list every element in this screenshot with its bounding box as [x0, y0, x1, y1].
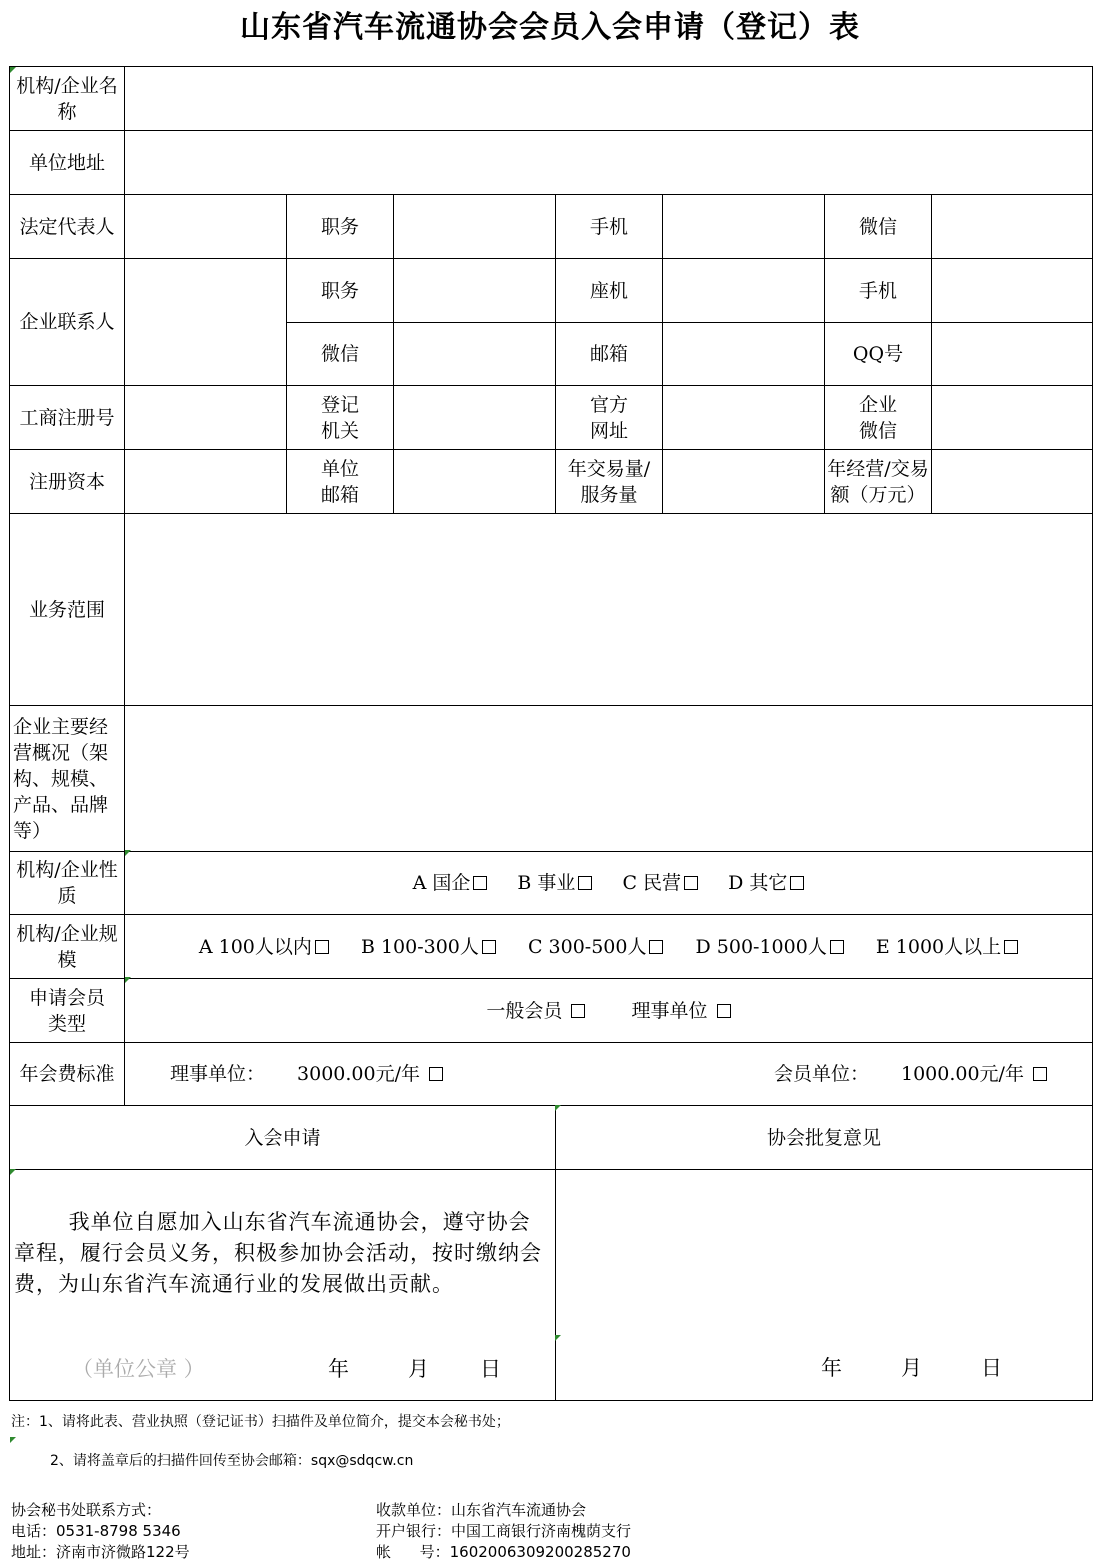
field-website[interactable]	[663, 386, 825, 450]
field-org-name[interactable]	[125, 67, 1093, 131]
contact-phone: 电话：0531-8798 5346	[11, 1522, 181, 1540]
field-scope[interactable]	[125, 514, 1093, 706]
scale-options	[125, 915, 1093, 979]
application-form-table	[9, 66, 1093, 1401]
application-sign-line	[10, 1356, 555, 1396]
checkbox-icon[interactable]	[473, 876, 487, 890]
contact-heading: 协会秘书处联系方式：	[11, 1501, 162, 1519]
field-unit-email[interactable]	[394, 450, 556, 514]
corner-marker-icon	[555, 1105, 561, 1111]
label-contact-mobile: 手机	[825, 259, 932, 323]
contact-address: 地址：济南市济微路122号	[11, 1543, 190, 1561]
approval-year: 年	[821, 1356, 842, 1380]
field-legal-rep-wechat[interactable]	[932, 195, 1093, 259]
note-1: 注：1、请将此表、营业执照（登记证书）扫描件及单位简介，提交本会秘书处；	[11, 1414, 510, 1430]
corner-marker-icon	[10, 1437, 16, 1443]
application-header: 入会申请	[10, 1106, 556, 1170]
field-overview[interactable]	[125, 706, 1093, 852]
corner-marker-icon	[10, 67, 16, 73]
application-year: 年	[328, 1357, 349, 1381]
member-option-general[interactable]: 一般会员	[486, 998, 585, 1024]
label-contact-wechat: 微信	[287, 323, 394, 386]
field-contact-mobile[interactable]	[932, 259, 1093, 323]
checkbox-icon[interactable]	[429, 1067, 443, 1081]
checkbox-icon[interactable]	[684, 876, 698, 890]
field-capital[interactable]	[125, 450, 287, 514]
checkbox-icon[interactable]	[578, 876, 592, 890]
label-overview: 企业主要经营概况（架构、规模、产品、品牌等）	[10, 706, 125, 852]
label-unit-email: 单位邮箱	[287, 450, 394, 514]
application-month: 月	[408, 1357, 429, 1381]
label-contact-landline: 座机	[556, 259, 663, 323]
label-website: 官方网址	[556, 386, 663, 450]
corner-marker-icon	[10, 1169, 16, 1175]
scale-option-d[interactable]: D 500-1000人	[696, 934, 844, 960]
note-2: 2、请将盖章后的扫描件回传至协会邮箱：sqx@sdqcw.cn	[50, 1453, 414, 1469]
checkbox-icon[interactable]	[482, 940, 496, 954]
corner-marker-icon	[125, 850, 131, 856]
field-reg-no[interactable]	[125, 386, 287, 450]
scale-option-b[interactable]: B 100-300人	[361, 934, 496, 960]
application-cell	[10, 1170, 556, 1401]
member-type-options	[125, 979, 1093, 1043]
field-contact-email[interactable]	[663, 323, 825, 386]
label-annual-revenue: 年经营/交易额（万元）	[825, 450, 932, 514]
bank: 开户银行：中国工商银行济南槐荫支行	[376, 1522, 632, 1540]
label-fee: 年会费标准	[10, 1043, 125, 1106]
approval-header: 协会批复意见	[556, 1106, 1093, 1170]
approval-day: 日	[981, 1356, 1002, 1380]
scale-option-a[interactable]: A 100人以内	[199, 934, 329, 960]
corner-marker-icon	[555, 1335, 561, 1341]
field-contact-position[interactable]	[394, 259, 556, 323]
payment-info	[376, 1500, 631, 1563]
field-legal-rep-mobile[interactable]	[663, 195, 825, 259]
label-reg-authority: 登记机关	[287, 386, 394, 450]
corner-marker-icon	[125, 977, 131, 983]
label-contact-person: 企业联系人	[10, 259, 125, 386]
nature-option-private[interactable]: C 民营	[622, 870, 698, 896]
field-annual-revenue[interactable]	[932, 450, 1093, 514]
approval-sign-line	[556, 1355, 1092, 1395]
checkbox-icon[interactable]	[790, 876, 804, 890]
application-day: 日	[480, 1357, 501, 1381]
field-legal-rep[interactable]	[125, 195, 287, 259]
label-legal-rep: 法定代表人	[10, 195, 125, 259]
checkbox-icon[interactable]	[1004, 940, 1018, 954]
checkbox-icon[interactable]	[830, 940, 844, 954]
field-reg-authority[interactable]	[394, 386, 556, 450]
label-contact-qq: QQ号	[825, 323, 932, 386]
label-legal-rep-position: 职务	[287, 195, 394, 259]
fee-options	[125, 1043, 1093, 1106]
label-address: 单位地址	[10, 131, 125, 195]
form-title: 山东省汽车流通协会会员入会申请（登记）表	[240, 10, 860, 45]
label-annual-volume: 年交易量/服务量	[556, 450, 663, 514]
secretariat-contact	[11, 1500, 190, 1563]
label-reg-no: 工商注册号	[10, 386, 125, 450]
checkbox-icon[interactable]	[717, 1004, 731, 1018]
account: 帐 号：1602006309200285270	[376, 1543, 631, 1561]
approval-cell[interactable]	[556, 1170, 1093, 1401]
field-legal-rep-position[interactable]	[394, 195, 556, 259]
fee-option-director[interactable]: 理事单位： 3000.00元/年	[170, 1061, 443, 1087]
label-member-type: 申请会员类型	[10, 979, 125, 1043]
label-scale: 机构/企业规模	[10, 915, 125, 979]
application-text: 我单位自愿加入山东省汽车流通协会，遵守协会章程，履行会员义务，积极参加协会活动，按时缴纳会费，为山东省汽车流通行业的发展做出贡献。	[14, 1210, 542, 1296]
label-org-name: 机构/企业名称	[10, 67, 125, 131]
checkbox-icon[interactable]	[315, 940, 329, 954]
label-legal-rep-mobile: 手机	[556, 195, 663, 259]
field-contact-person[interactable]	[125, 259, 287, 386]
label-nature: 机构/企业性质	[10, 852, 125, 915]
nature-option-public[interactable]: B 事业	[517, 870, 592, 896]
label-contact-email: 邮箱	[556, 323, 663, 386]
label-legal-rep-wechat: 微信	[825, 195, 932, 259]
label-capital: 注册资本	[10, 450, 125, 514]
approval-month: 月	[901, 1356, 922, 1380]
nature-option-state[interactable]: A 国企	[413, 870, 488, 896]
field-address[interactable]	[125, 131, 1093, 195]
checkbox-icon[interactable]	[571, 1004, 585, 1018]
checkbox-icon[interactable]	[649, 940, 663, 954]
field-contact-landline[interactable]	[663, 259, 825, 323]
field-contact-qq[interactable]	[932, 323, 1093, 386]
scale-option-c[interactable]: C 300-500人	[528, 934, 664, 960]
label-scope: 业务范围	[10, 514, 125, 706]
seal-placeholder: （单位公章 ）	[72, 1357, 205, 1381]
member-option-director[interactable]: 理事单位	[632, 998, 731, 1024]
field-annual-volume[interactable]	[663, 450, 825, 514]
payee: 收款单位：山东省汽车流通协会	[376, 1501, 587, 1519]
label-contact-position: 职务	[287, 259, 394, 323]
nature-options	[125, 852, 1093, 915]
checkbox-icon[interactable]	[1033, 1067, 1047, 1081]
field-contact-wechat[interactable]	[394, 323, 556, 386]
scale-option-e[interactable]: E 1000人以上	[876, 934, 1018, 960]
label-ent-wechat: 企业微信	[825, 386, 932, 450]
fee-option-member[interactable]: 会员单位： 1000.00元/年	[774, 1061, 1047, 1087]
field-ent-wechat[interactable]	[932, 386, 1093, 450]
nature-option-other[interactable]: D 其它	[728, 870, 804, 896]
